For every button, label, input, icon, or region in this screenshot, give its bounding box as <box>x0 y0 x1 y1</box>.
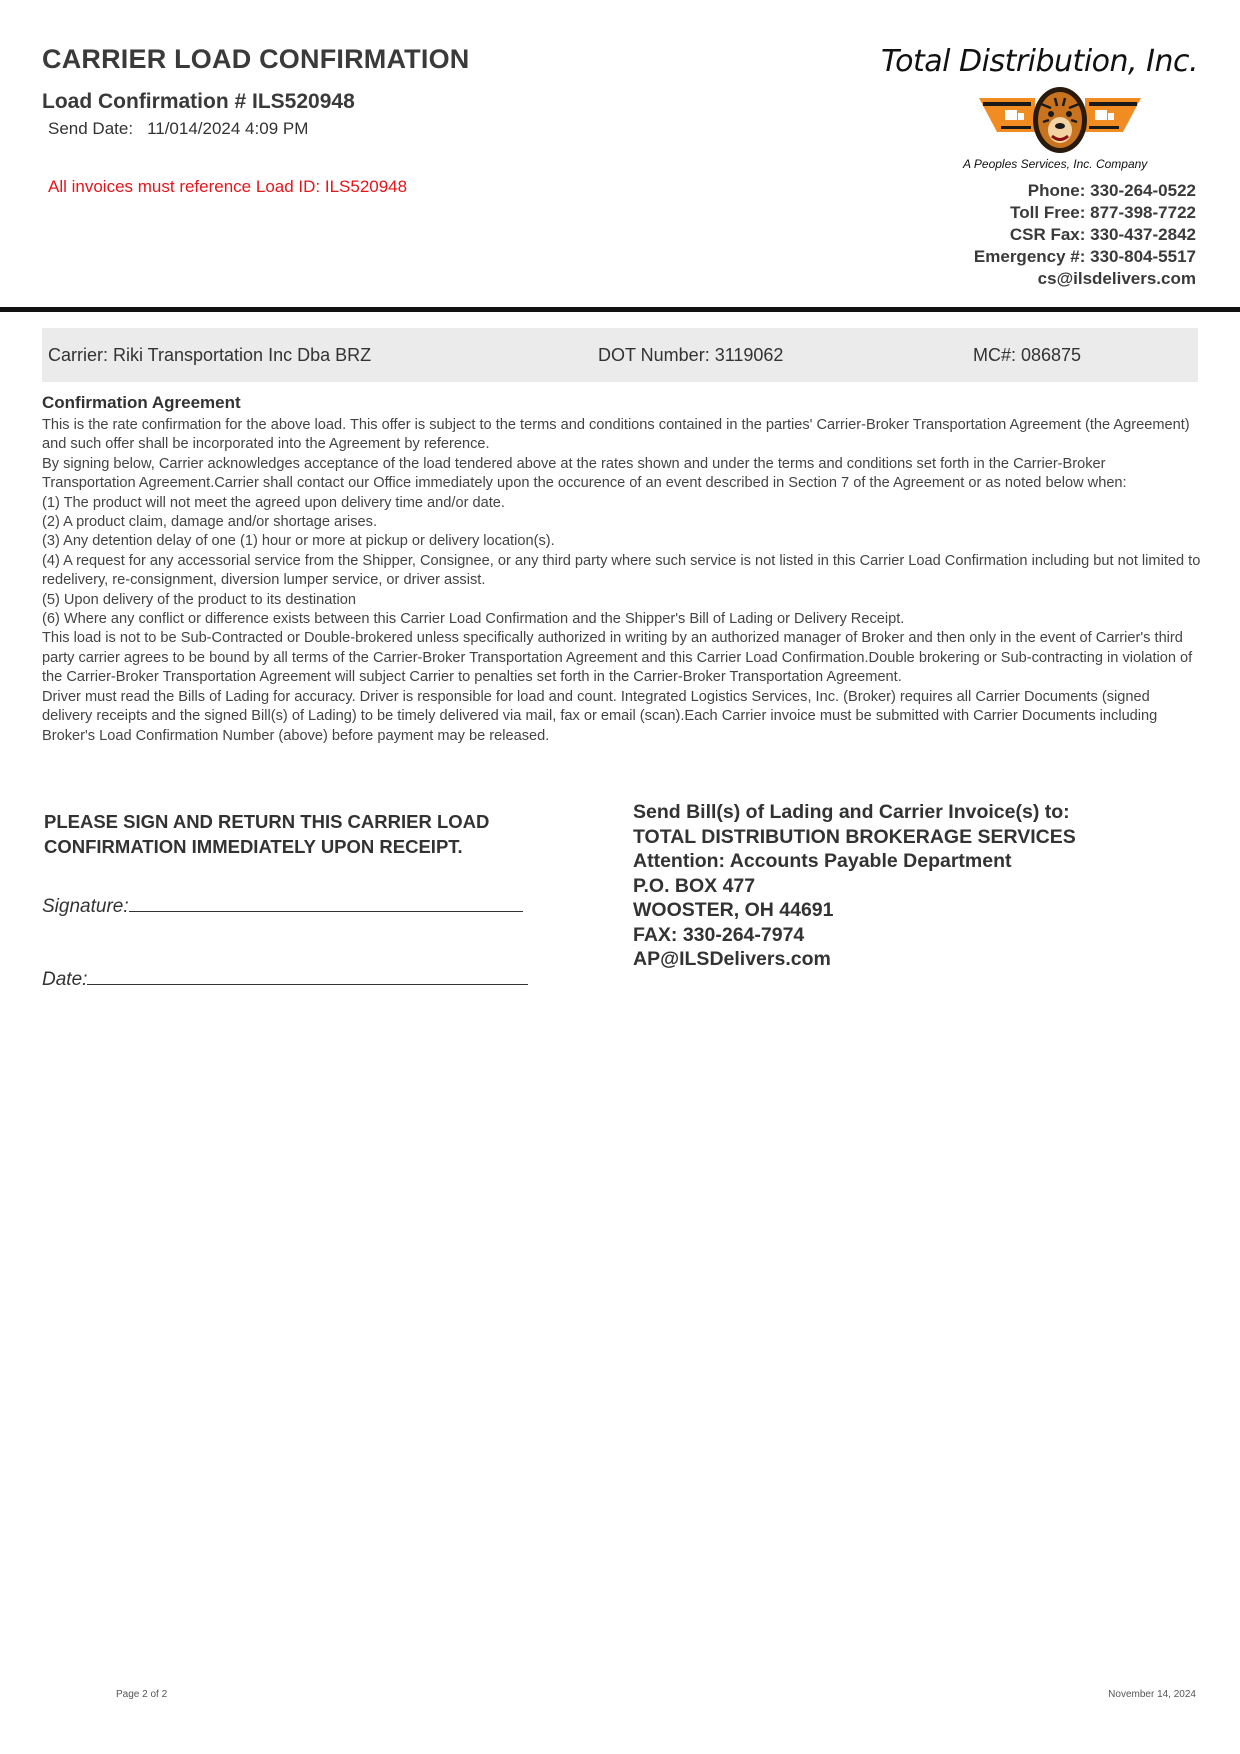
agreement-paragraph: (2) A product claim, damage and/or shortage arises. <box>42 514 378 531</box>
agreement-paragraph: (5) Upon delivery of the product to its destination <box>42 591 356 608</box>
agreement-paragraph: (1) The product will not meet the agreed upon delivery time and/or date. <box>42 494 505 511</box>
send-to-line: P.O. BOX 477 <box>633 874 756 897</box>
company-name: Total Distribution, Inc. <box>881 44 1198 79</box>
company-tagline: A Peoples Services, Inc. Company <box>963 157 1148 171</box>
send-to-line: Attention: Accounts Payable Department <box>633 850 1012 872</box>
company-csr-fax: CSR Fax: 330-437-2842 <box>1009 225 1196 244</box>
signature-label: Signature: <box>42 896 129 917</box>
company-phone: Phone: 330-264-0522 <box>1027 181 1196 200</box>
agreement-paragraph: This load is not to be Sub-Contracted or Double-brokered unless specifically authorized in writing by an authorized manager of Broker and then only in the event of Carrier's third party carrier agrees to be bound by all terms of the Carrier-Broker Transportation Agreement and this Carrier Load Confirmation.Double brokering or Sub-contracting in violation of the Carrier-Broker Transportation Agreement will subject Carrier to penalties set forth in the Carrier-Broker Transportation Agreement. <box>42 630 1193 686</box>
send-date-label: Send Date: <box>48 119 134 138</box>
agreement-paragraph: This is the rate confirmation for the above load. This offer is subject to the terms and conditions contained in the parties' Carrier-Broker Transportation Agreement (the Agreement) and such offer shall be incorporated into the Agreement by reference. <box>42 417 1190 453</box>
send-date-value: 11/014/2024 4:09 PM <box>147 119 309 138</box>
agreement-paragraph: (6) Where any conflict or difference exists between this Carrier Load Confirmation and the Shipper's Bill of Lading or Delivery Receipt. <box>42 611 905 628</box>
tiger-logo-icon <box>975 86 1145 156</box>
dot-number: DOT Number: 3119062 <box>598 345 784 365</box>
send-to-email: AP@ILSDelivers.com <box>633 948 831 970</box>
company-toll-free: Toll Free: 877-398-7722 <box>1010 203 1196 222</box>
send-to-line: TOTAL DISTRIBUTION BROKERAGE SERVICES <box>633 825 1076 848</box>
sign-instruction: PLEASE SIGN AND RETURN THIS CARRIER LOAD CONFIRMATION IMMEDIATELY UPON RECEIPT. <box>44 811 490 857</box>
send-to-line: FAX: 330-264-7974 <box>633 923 805 946</box>
agreement-paragraph: (3) Any detention delay of one (1) hour or more at pickup or delivery location(s). <box>42 533 555 550</box>
agreement-body <box>42 416 1202 746</box>
send-to-address <box>633 800 1076 972</box>
agreement-paragraph: By signing below, Carrier acknowledges acceptance of the load tendered above at the rates shown and under the terms and conditions set forth in the Carrier-Broker Transportation Agreement.Carrier shall contact our Office immediately upon the occurence of an event described in Section 7 of the Agreement or as noted below when: <box>42 455 1127 492</box>
send-to-line: WOOSTER, OH 44691 <box>633 899 834 921</box>
carrier-name: Carrier: Riki Transportation Inc Dba BRZ <box>48 345 372 365</box>
header-divider <box>0 307 1240 312</box>
agreement-paragraph: Driver must read the Bills of Lading for accuracy. Driver is responsible for load and count. Integrated Logistics Services, Inc. (Broker) requires all Carrier Documents (signed delivery receipts and the signed Bill(s) of Lading) to be timely delivered via mail, fax or email (scan).Each Carrier invoice must be submitted with Carrier Documents including Broker's Load Confirmation Number (above) before payment may be released. <box>42 688 1158 744</box>
company-logo <box>975 86 1145 156</box>
mc-number: MC#: 086875 <box>973 345 1082 365</box>
send-date <box>48 119 308 139</box>
company-emergency: Emergency #: 330-804-5517 <box>973 247 1196 266</box>
agreement-heading: Confirmation Agreement <box>42 393 241 412</box>
load-confirmation-number: Load Confirmation # ILS520948 <box>42 90 355 113</box>
date-label: Date: <box>42 969 88 990</box>
agreement-paragraph: (4) A request for any accessorial service from the Shipper, Consignee, or any third party where such service is not listed in this Carrier Load Confirmation including but not limited to redelivery, re-consignment, diversion lumper service, or driver assist. <box>42 552 1201 589</box>
date-line[interactable] <box>87 966 528 985</box>
company-email: cs@ilsdelivers.com <box>1037 269 1196 288</box>
date-field[interactable] <box>42 966 528 991</box>
footer-date: November 14, 2024 <box>1108 1689 1196 1700</box>
invoice-reference-note: All invoices must reference Load ID: ILS520948 <box>48 177 408 196</box>
page-number: Page 2 of 2 <box>116 1689 168 1700</box>
document-title: CARRIER LOAD CONFIRMATION <box>42 44 470 74</box>
send-to-line: Send Bill(s) of Lading and Carrier Invoice(s) to: <box>633 801 1070 823</box>
signature-field[interactable] <box>42 893 523 918</box>
signature-line[interactable] <box>129 893 523 912</box>
